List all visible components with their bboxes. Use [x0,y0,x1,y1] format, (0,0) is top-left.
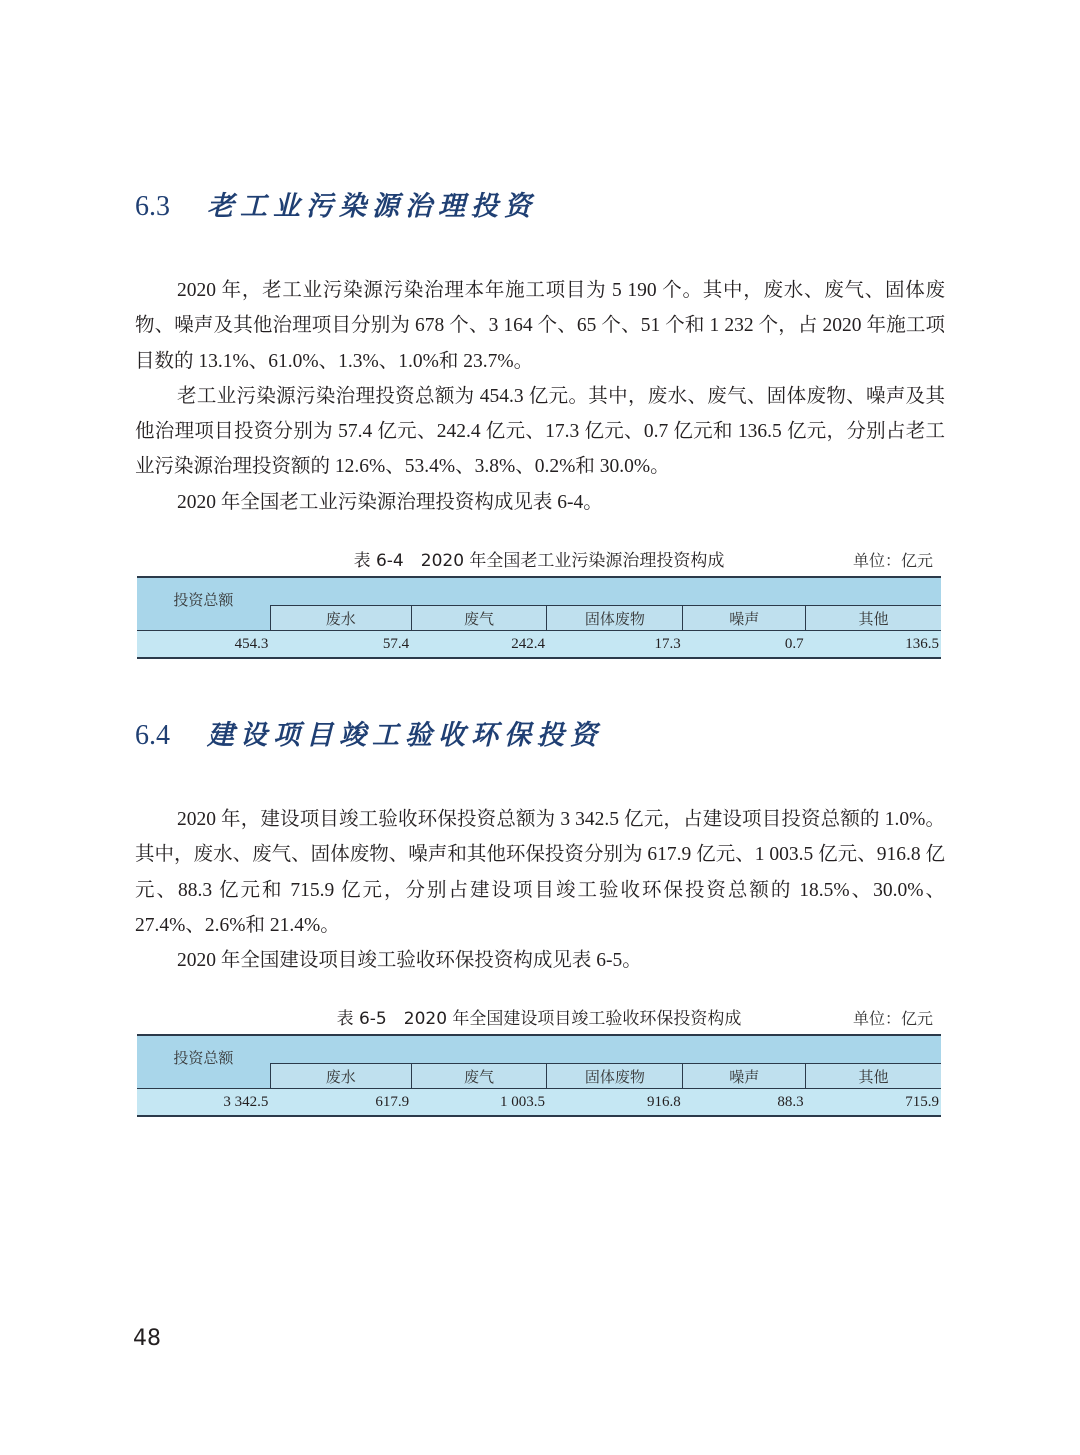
header-total: 投资总额 [137,577,270,631]
cell-solid-waste: 916.8 [547,1089,683,1117]
table-caption: 表 6-5 2020 年全国建设项目竣工验收环保投资构成 [336,1009,742,1029]
table-caption-row-6-4 [137,546,941,572]
header-other: 其他 [806,1064,941,1089]
section-heading-6-4 [135,713,603,752]
header-spacer [270,1035,941,1064]
header-solid-waste: 固体废物 [547,606,683,631]
table-row [137,631,941,659]
paragraph: 2020 年全国老工业污染源治理投资构成见表 6-4。 [177,491,603,513]
table-unit: 单位：亿元 [852,1011,933,1028]
cell-wastewater: 57.4 [270,631,411,659]
section-heading-6-3 [135,184,537,223]
table-caption: 表 6-4 2020 年全国老工业污染源治理投资构成 [353,551,725,571]
page-number: 48 [133,1326,161,1351]
paragraph: 2020 年，老工业污染源污染治理本年施工项目为 5 190 个。其中，废水、废气、固体废物、噪声及其他治理项目分别为 678 个、3 164 个、65 个、51 个和 1 232 个，占 2020 年施工项目数的 13.1%、61.0%、1.3%、1.0%和 23.7%。 [135,280,945,372]
cell-other: 715.9 [806,1089,941,1117]
cell-total: 3 342.5 [137,1089,270,1117]
section-number: 6.3 [135,191,170,222]
cell-wastewater: 617.9 [270,1089,411,1117]
header-solid-waste: 固体废物 [547,1064,683,1089]
paragraph: 2020 年全国建设项目竣工验收环保投资构成见表 6-5。 [177,950,642,972]
cell-noise: 0.7 [683,631,806,659]
section-body-6-3 [135,273,945,520]
header-other: 其他 [806,606,941,631]
table-6-4 [137,576,941,659]
cell-waste-gas: 242.4 [411,631,547,659]
table-row [137,1089,941,1117]
header-spacer [270,577,941,606]
section-body-6-4 [135,802,945,978]
table-caption-row-6-5 [137,1004,941,1030]
paragraph: 老工业污染源污染治理投资总额为 454.3 亿元。其中，废水、废气、固体废物、噪声及其他治理项目投资分别为 57.4 亿元、242.4 亿元、17.3 亿元、0.7 亿元和 136.5 亿元，分别占老工业污染源治理投资额的 12.6%、53.4%、3.8%、0.2%和 30.0%。 [135,385,945,478]
cell-waste-gas: 1 003.5 [411,1089,547,1117]
section-number: 6.4 [135,720,170,751]
header-noise: 噪声 [683,606,806,631]
table-6-5 [137,1034,941,1117]
header-total: 投资总额 [137,1035,270,1089]
paragraph: 2020 年，建设项目竣工验收环保投资总额为 3 342.5 亿元，占建设项目投资总额的 1.0%。其中，废水、废气、固体废物、噪声和其他环保投资分别为 617.9 亿元、1 003.5 亿元、916.8 亿元、88.3 亿元和 715.9 亿元，分别占建设项目竣工验收环保投资总额的 18.5%、30.0%、27.4%、2.6%和 21.4%。 [135,809,945,936]
header-wastewater: 废水 [270,1064,411,1089]
header-noise: 噪声 [683,1064,806,1089]
table-unit: 单位：亿元 [852,553,933,570]
cell-total: 454.3 [137,631,270,659]
section-title: 老工业污染源治理投资 [207,191,537,222]
header-wastewater: 废水 [270,606,411,631]
header-waste-gas: 废气 [411,1064,547,1089]
cell-solid-waste: 17.3 [547,631,683,659]
header-waste-gas: 废气 [411,606,547,631]
cell-other: 136.5 [806,631,941,659]
section-title: 建设项目竣工验收环保投资 [207,720,603,751]
cell-noise: 88.3 [683,1089,806,1117]
